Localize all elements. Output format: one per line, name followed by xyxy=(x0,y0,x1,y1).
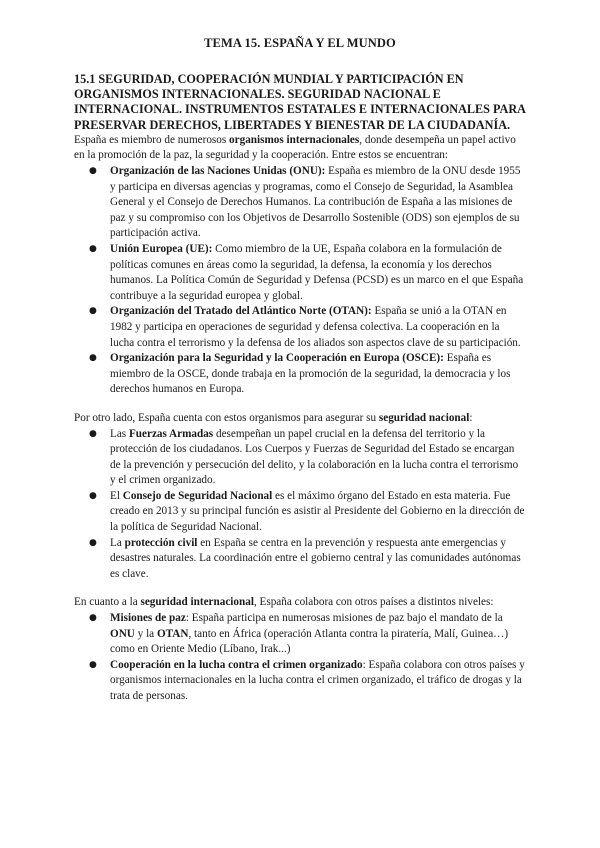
intro-text-end: : xyxy=(469,411,473,424)
item-text: Como miembro de la UE, España colabora en la formulación de políticas comunes en áreas como la seguridad, la defensa, la economía y los derechos humanos. La Política Común de Seguridad y Defensa (PCSD) es un marco en el que España contribuye a la seguridad europea y global. xyxy=(110,242,524,302)
item-text: en España se centra en la prevención y respuesta ante emergencias y desastres naturales. La coordinación entre el gobierno central y las comunidades autónomas es clave. xyxy=(110,536,521,580)
international-organizations-list xyxy=(74,164,526,398)
list-item xyxy=(74,427,526,489)
item-title: Organización del Tratado del Atlántico Norte (OTAN): xyxy=(110,305,372,318)
item-text: España es miembro de la ONU desde 1955 y participa en diversas agencias y programas, como el Consejo de Seguridad, la Asamblea General y el Consejo de Derechos Humanos. La contribución de España a las misiones de paz y su compromiso con los Objetivos de Desarrollo Sostenible (ODS) son ejemplos de su participación activa. xyxy=(110,165,521,240)
item-text: , tanto en África (operación Atlanta contra la piratería, Malí, Guinea…) como en Oriente Medio (Líbano, Irak...) xyxy=(110,627,509,656)
intro-text: Por otro lado, España cuenta con estos organismos para asegurar su xyxy=(74,411,379,424)
national-security-list xyxy=(74,427,526,583)
item-title: Misiones de paz xyxy=(110,612,186,625)
item-text: : España participa en numerosas misiones de paz bajo el mandato de la xyxy=(185,612,503,625)
item-title: Consejo de Seguridad Nacional xyxy=(122,489,273,502)
item-text: y la xyxy=(134,627,157,640)
item-title: Unión Europea (UE): xyxy=(110,242,213,255)
list-item xyxy=(74,658,526,705)
list-item xyxy=(74,164,526,242)
item-text: : España colabora con otros países y organismos internacionales en la lucha contra el crimen organizado, el tráfico de drogas y la trata de personas. xyxy=(110,658,525,702)
item-text: es el máximo órgano del Estado en esta materia. Fue creado en 2013 y su principal función es asistir al Presidente del Gobierno en la dirección de la política de Seguridad Nacional. xyxy=(110,489,525,534)
item-title: protección civil xyxy=(124,536,198,549)
intro-text: En cuanto a la xyxy=(74,596,141,609)
list-item xyxy=(74,304,526,351)
item-title: Organización de las Naciones Unidas (ONU): xyxy=(110,165,326,177)
item-text: España es miembro de la OSCE, donde trabaja en la promoción de la seguridad, la democracia y los derechos humanos en Europa. xyxy=(110,352,511,396)
section-heading: 15.1 SEGURIDAD, COOPERACIÓN MUNDIAL Y PARTICIPACIÓN EN ORGANISMOS INTERNACIONALES. SEGURIDAD NACIONAL E INTERNACIONAL. INSTRUMENTOS ESTATALES E INTERNACIONALES PARA PRESERVAR DERECHOS, LIBERTADES Y BIENESTAR DE LA CIUDADANÍA. xyxy=(74,72,526,132)
item-text: España se unió a la OTAN en 1982 y participa en operaciones de seguridad y defensa colectiva. La cooperación en la lucha contra el terrorismo y la defensa de los aliados son aspectos clave de su participación. xyxy=(110,305,521,349)
item-bold-otan: OTAN xyxy=(156,627,189,640)
item-prefix: Las xyxy=(110,427,129,440)
international-security-intro xyxy=(74,595,526,611)
page-title: TEMA 15. ESPAÑA Y EL MUNDO xyxy=(204,36,396,50)
intro-text-end: , donde desempeña un papel activo en la promoción de la paz, la seguridad y la cooperación. Entre estos se encuentran: xyxy=(74,133,516,162)
intro-paragraph xyxy=(74,133,526,164)
item-title: Cooperación en la lucha contra el crimen organizado xyxy=(110,658,363,671)
item-text: desempeñan un papel crucial en la defensa del territorio y la protección de los ciudadanos. Los Cuerpos y Fuerzas de Seguridad del Estado se encargan de la prevención y persecución del delito, y la colaboración en la lucha contra el terrorismo y el crimen organizado. xyxy=(110,427,519,487)
item-title: Fuerzas Armadas xyxy=(128,427,214,440)
list-item xyxy=(74,611,526,658)
item-prefix: El xyxy=(110,489,123,502)
intro-bold: organismos internacionales xyxy=(229,133,360,146)
intro-text-end: , España colabora con otros países a distintos niveles: xyxy=(253,596,494,609)
intro-bold: seguridad nacional xyxy=(378,411,470,424)
item-title: Organización para la Seguridad y la Cooperación en Europa (OSCE): xyxy=(110,352,444,365)
international-security-list xyxy=(74,611,526,705)
item-bold-onu: ONU xyxy=(110,627,135,640)
intro-text: España es miembro de numerosos xyxy=(74,133,230,146)
list-item xyxy=(74,536,526,583)
intro-bold: seguridad internacional xyxy=(140,596,254,609)
list-item xyxy=(74,489,526,536)
list-item xyxy=(74,351,526,398)
item-prefix: La xyxy=(110,536,125,549)
national-security-intro xyxy=(74,411,526,427)
list-item xyxy=(74,242,526,304)
document-body xyxy=(74,72,526,705)
